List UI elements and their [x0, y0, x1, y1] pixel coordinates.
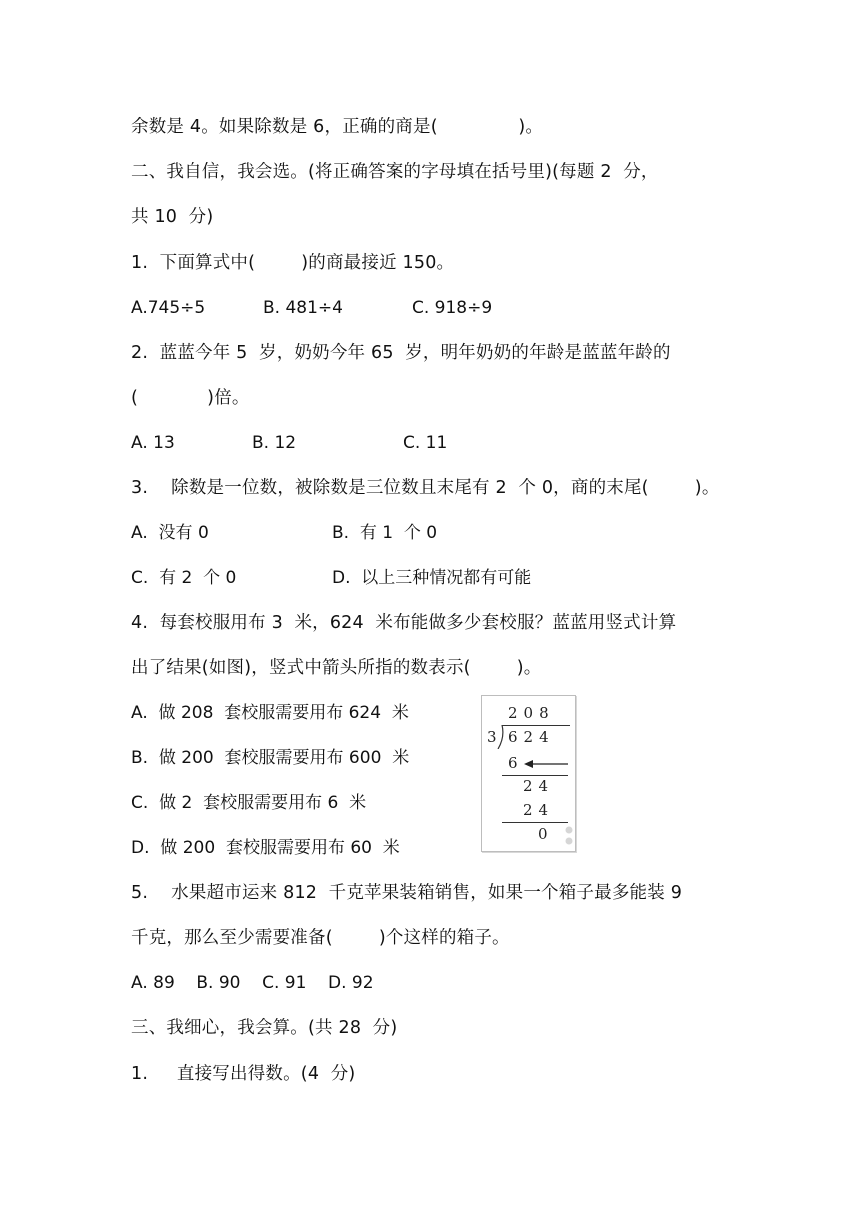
q4-option-a: A. 做 208 套校服需要用布 624 米 [131, 703, 409, 723]
q5-options: A. 89 B. 90 C. 91 D. 92 [131, 973, 374, 993]
question-2-cont: ( )倍。 [131, 388, 250, 408]
question-5-cont: 千克，那么至少需要准备( )个这样的箱子。 [131, 928, 510, 948]
q3-option-d: D. 以上三种情况都有可能 [332, 568, 532, 588]
division-step-1: 6 [508, 754, 524, 772]
section-three-question-1: 1. 直接写出得数。(4 分) [131, 1064, 356, 1084]
division-quotient: 208 [508, 704, 555, 722]
question-2: 2. 蓝蓝今年 5 岁，奶奶今年 65 岁，明年奶奶的年龄是蓝蓝年龄的 [131, 343, 671, 363]
q3-option-c: C. 有 2 个 0 [131, 568, 237, 588]
long-division-figure [481, 695, 576, 852]
q2-option-b: B. 12 [252, 433, 297, 453]
q3-option-b: B. 有 1 个 0 [332, 523, 438, 543]
section-three-heading: 三、我细心，我会算。(共 28 分) [131, 1018, 398, 1038]
q3-option-a: A. 没有 0 [131, 523, 209, 543]
question-4-cont: 出了结果(如图)，竖式中箭头所指的数表示( )。 [131, 658, 542, 678]
division-top-bar [502, 725, 570, 726]
q4-option-d: D. 做 200 套校服需要用布 60 米 [131, 838, 400, 858]
question-3: 3. 除数是一位数，被除数是三位数且末尾有 2 个 0，商的末尾( )。 [131, 478, 720, 498]
division-bracket [496, 725, 506, 749]
paper-curl-icon [564, 824, 574, 848]
q4-option-b: B. 做 200 套校服需要用布 600 米 [131, 748, 410, 768]
text-line: 余数是 4。如果除数是 6，正确的商是( )。 [131, 117, 544, 137]
division-step-3: 24 [523, 801, 555, 819]
question-5: 5. 水果超市运来 812 千克苹果装箱销售，如果一个箱子最多能装 9 [131, 883, 683, 903]
division-step-2: 24 [523, 777, 555, 795]
q4-option-c: C. 做 2 套校服需要用布 6 米 [131, 793, 367, 813]
q2-option-c: C. 11 [403, 433, 448, 453]
division-rule-2 [502, 822, 568, 823]
question-1: 1. 下面算式中( )的商最接近 150。 [131, 253, 455, 273]
question-4: 4. 每套校服用布 3 米，624 米布能做多少套校服？蓝蓝用竖式计算 [131, 613, 677, 633]
division-rule-1 [502, 775, 568, 776]
arrow-left-icon [524, 758, 568, 770]
q1-option-c: C. 918÷9 [412, 298, 493, 318]
q1-option-b: B. 481÷4 [263, 298, 343, 318]
division-divisor: 3 [487, 728, 503, 746]
division-dividend: 624 [508, 728, 555, 746]
division-remainder: 0 [538, 825, 554, 843]
section-two-heading-cont: 共 10 分) [131, 207, 214, 227]
q2-option-a: A. 13 [131, 433, 175, 453]
q1-option-a: A.745÷5 [131, 298, 206, 318]
section-two-heading: 二、我自信，我会选。(将正确答案的字母填在括号里)(每题 2 分， [131, 162, 659, 182]
